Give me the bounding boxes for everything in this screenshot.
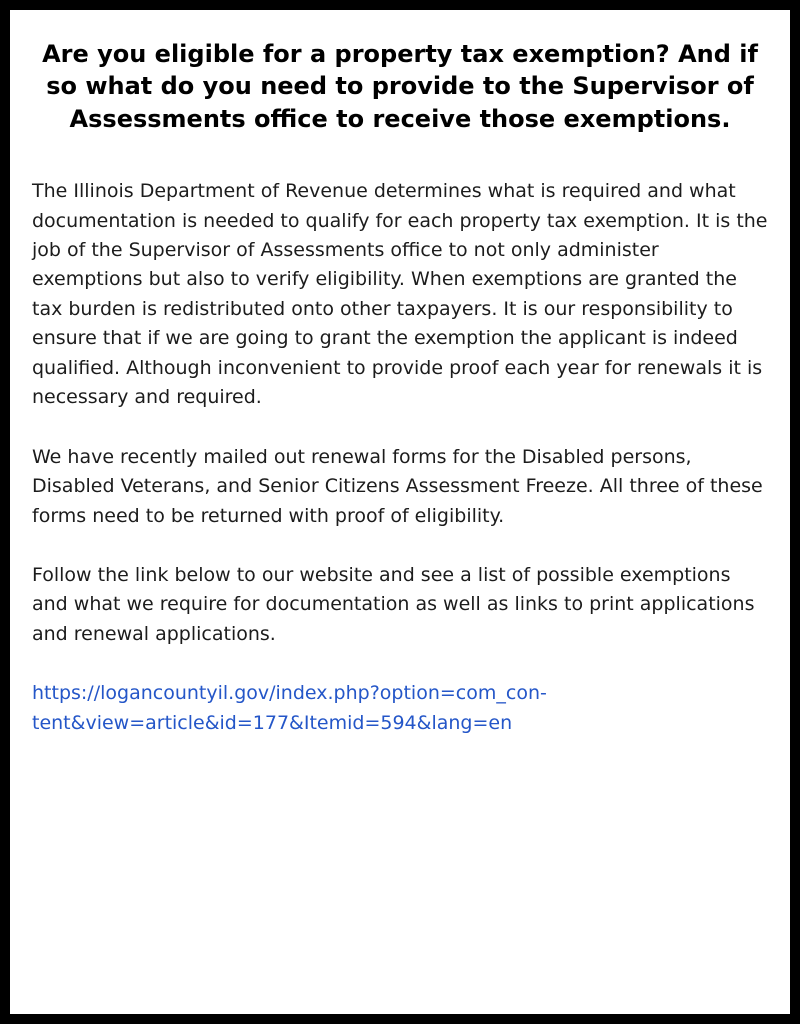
page-title: Are you eligible for a property tax exemption? And if so what do you need to provide to the Supervisor of Assessments office to receive those exemptions. [42,40,758,133]
paragraph-renewal-forms: We have recently mailed out renewal forms for the Disabled persons, Disabled Veterans, and Senior Citizens Assessment Freeze. All three of these forms need to be returned with proof of eligibility. [32,445,763,527]
link-line-2: tent&view=article&id=177&Itemid=594&lang=en [32,711,513,734]
paragraph-revenue-requirements: The Illinois Department of Revenue determines what is required and what documentation is needed to qualify for each property tax exemption. It is the job of the Supervisor of Assessments office to not only administer exemptions but also to verify eligibility. When exemptions are granted the tax burden is redistributed onto other taxpayers. It is our responsibility to ensure that if we are going to grant the exemption the applicant is indeed qualified. Although inconvenient to provide proof each year for renewals it is necessary and required. [32,180,768,409]
link-line-1: https://logancountyil.gov/index.php?option=com_con- [32,682,547,705]
paragraph-follow-link: Follow the link below to our website and see a list of possible exemptions and what we require for documentation as well as links to print applications and renewal applications. [32,563,755,645]
exemptions-website-link[interactable] [32,679,770,738]
